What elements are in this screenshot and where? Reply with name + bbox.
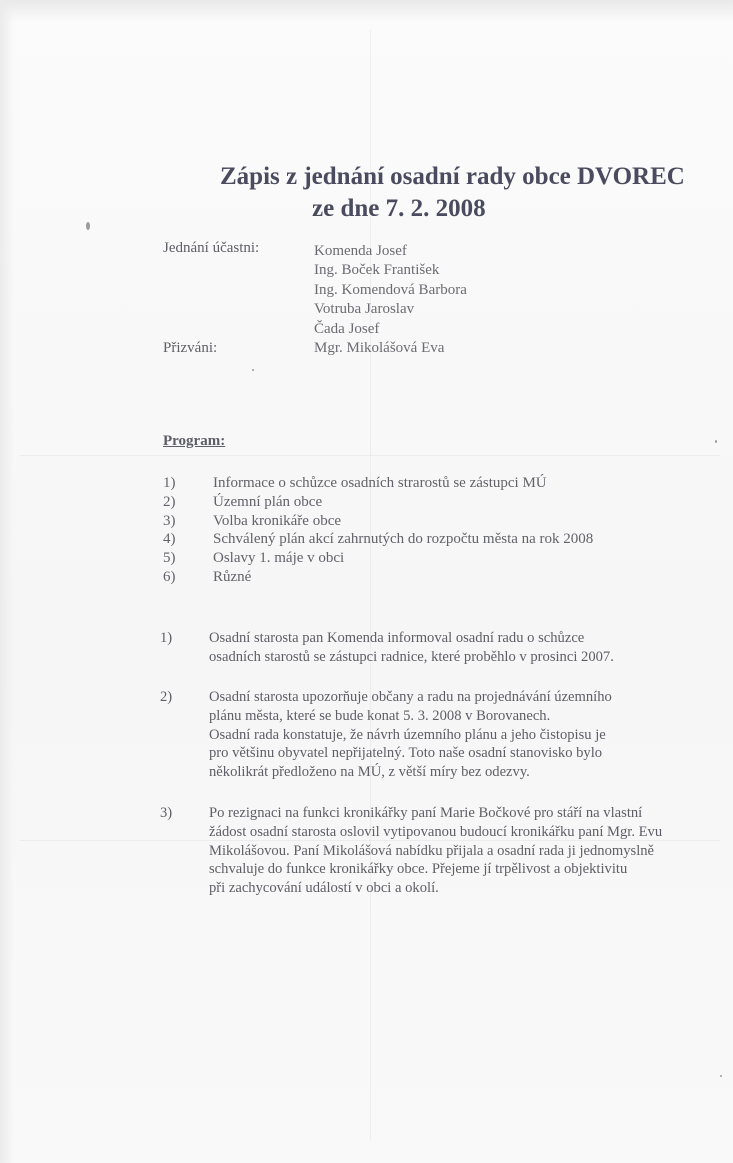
program-item [163, 549, 683, 568]
section-line: osadních starostů se zástupci radnice, které proběhlo v prosinci 2007. [209, 648, 614, 665]
program-item-number: 3) [163, 512, 176, 529]
section-body [209, 629, 700, 667]
minutes-section-2 [160, 688, 700, 782]
invited-label: Přizváni: [163, 340, 218, 356]
program-item-number: 5) [163, 550, 176, 567]
scan-left-edge [0, 0, 14, 1163]
participant-name: Ing. Boček František [314, 262, 440, 279]
section-line: žádost osadní starosta oslovil vytipovanou budoucí kronikářku paní Mgr. Evu [209, 823, 663, 840]
program-item-number: 1) [163, 475, 176, 491]
section-number: 3) [160, 805, 173, 821]
program-item-number: 2) [163, 493, 176, 510]
participant-name: Komenda Josef [314, 243, 407, 259]
minutes-section-3 [160, 804, 700, 898]
invited-name: Mgr. Mikolášová Eva [314, 340, 445, 356]
program-item [163, 568, 683, 587]
program-item [163, 474, 683, 493]
program-item-number: 6) [163, 568, 176, 585]
participant-name: Votruba Jaroslav [314, 301, 415, 318]
program-list [163, 474, 683, 587]
scan-top-edge [0, 0, 733, 22]
section-number: 1) [160, 630, 173, 646]
document-date: ze dne 7. 2. 2008 [312, 195, 486, 222]
section-line: plánu města, které se bude konat 5. 3. 2008 v Borovanech. [209, 707, 551, 724]
program-item-text: Informace o schůzce osadních strarostů se zástupci MÚ [213, 475, 547, 491]
section-line: Mikolášovou. Paní Mikolášová nabídku přijala a osadní rada ji jednomyslně [209, 842, 655, 859]
section-line: Osadní starosta pan Komenda informoval osadní radu o schůzce [209, 630, 585, 646]
section-line: několikrát předloženo na MÚ, z větší míry bez odezvy. [209, 764, 530, 781]
section-number: 2) [160, 689, 173, 705]
section-line: Po rezignaci na funkci kronikářky paní Marie Bočkové pro stáří na vlastní [209, 805, 643, 821]
scan-speck [252, 369, 254, 371]
section-line: pro většinu obyvatel nepřijatelný. Toto naše osadní stanovisko bylo [209, 745, 603, 762]
program-heading: Program: [163, 433, 226, 449]
section-line: Osadní starosta upozorňuje občany a radu na projednávání územního [209, 689, 612, 705]
program-item [163, 493, 683, 512]
section-line: Osadní rada konstatuje, že návrh územního plánu a jeho čistopisu je [209, 726, 606, 743]
section-line: schvaluje do funkce kronikářky obce. Přejeme jí trpělivost a objektivitu [209, 861, 628, 878]
participant-name: Čada Josef [314, 320, 380, 337]
section-body [209, 804, 700, 898]
section-line: při zachycování událostí v obci a okolí. [209, 880, 439, 897]
program-item-text: Oslavy 1. máje v obci [213, 550, 345, 567]
participants-label: Jednání účastni: [163, 240, 260, 256]
participants-list [314, 242, 467, 339]
scan-speck [715, 440, 717, 443]
section-body [209, 688, 700, 782]
scan-speck [86, 222, 90, 230]
program-item-text: Volba kronikáře obce [213, 512, 342, 529]
participant-name: Ing. Komendová Barbora [314, 281, 467, 298]
program-item-text: Schválený plán akcí zahrnutých do rozpočtu města na rok 2008 [213, 531, 594, 548]
minutes-section-1 [160, 629, 700, 667]
document-title: Zápis z jednání osadní rady obce DVOREC [220, 163, 685, 190]
program-item-number: 4) [163, 531, 176, 548]
program-item [163, 512, 683, 531]
scan-speck [720, 1075, 722, 1077]
program-item [163, 530, 683, 549]
program-item-text: Územní plán obce [213, 493, 323, 510]
program-item-text: Různé [213, 568, 252, 585]
